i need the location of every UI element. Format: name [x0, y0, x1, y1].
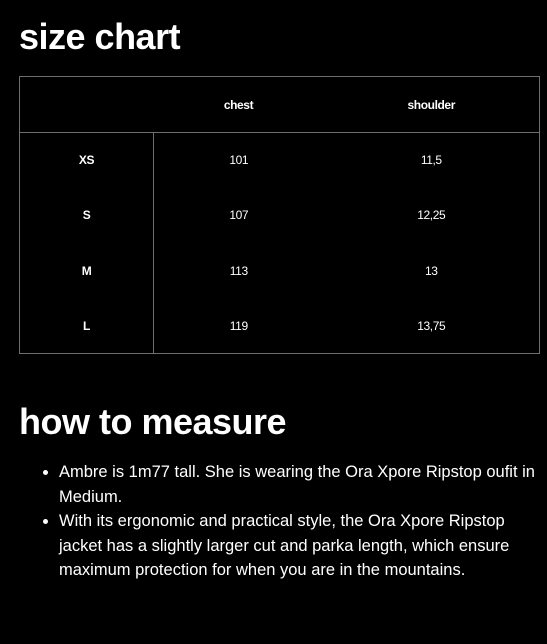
- table-row: [20, 298, 540, 353]
- size-cell: M: [20, 243, 154, 298]
- chest-cell: 119: [229, 318, 248, 333]
- size-cell: S: [20, 188, 154, 243]
- shoulder-cell: 13,75: [417, 318, 446, 333]
- table-row: [20, 188, 540, 243]
- size-chart-table: [19, 76, 540, 354]
- shoulder-cell: 12,25: [417, 208, 446, 223]
- list-item: • Ambre is 1m77 tall. She is wearing the Ora Xpore Ripstop oufit in Medium.: [59, 460, 544, 509]
- column-header-shoulder: shoulder: [407, 97, 455, 112]
- chest-cell: 107: [229, 208, 249, 223]
- size-cell: XS: [20, 133, 154, 188]
- size-chart-title: size chart: [19, 16, 181, 57]
- size-cell: L: [20, 298, 154, 353]
- table-header-row: [20, 77, 540, 133]
- table-row: [20, 133, 540, 188]
- column-header-chest: chest: [223, 97, 254, 112]
- list-item: • With its ergonomic and practical style, the Ora Xpore Ripstop jacket has a slightly larger cut and parka length, which ensure maximum protection for when you are in the mountains.: [59, 509, 544, 583]
- chest-cell: 113: [229, 263, 248, 278]
- table-row: [20, 243, 540, 298]
- shoulder-cell: 13: [424, 263, 438, 278]
- shoulder-cell: 11,5: [420, 153, 442, 168]
- chest-cell: 101: [229, 153, 249, 168]
- column-header-size: [20, 77, 154, 133]
- how-to-measure-heading: how to measure: [19, 401, 287, 442]
- measurement-notes-list: [19, 460, 544, 583]
